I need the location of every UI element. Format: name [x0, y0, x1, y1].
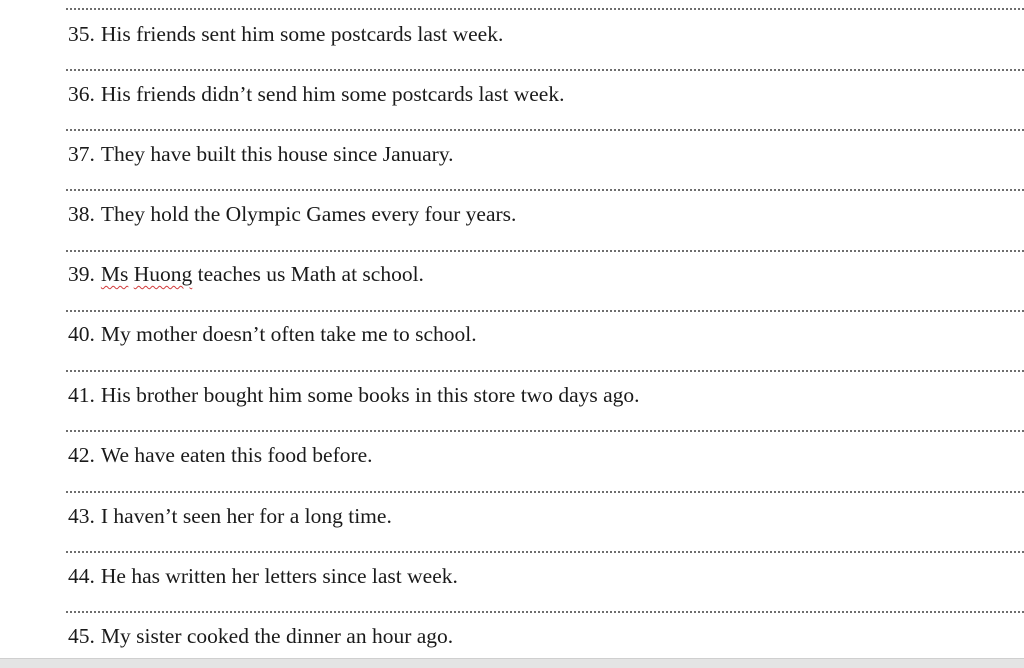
answer-line	[66, 310, 1024, 312]
exercise-item-43	[68, 501, 392, 531]
item-number: 37.	[68, 142, 95, 166]
item-sentence: We have eaten this food before.	[100, 443, 373, 467]
item-number: 44.	[68, 564, 95, 588]
spellcheck-flagged-word[interactable]: Ms	[100, 262, 129, 286]
exercise-item-38	[68, 199, 516, 229]
exercise-item-39	[68, 259, 424, 289]
item-number: 35.	[68, 22, 95, 46]
answer-line	[66, 611, 1024, 613]
item-number: 42.	[68, 443, 95, 467]
item-sentence: His friends sent him some postcards last week.	[100, 22, 504, 46]
item-sentence: His friends didn’t send him some postcards last week.	[100, 82, 565, 106]
exercise-item-40	[68, 319, 477, 349]
item-number: 45.	[68, 624, 95, 648]
exercise-item-45	[68, 621, 453, 651]
exercise-item-36	[68, 79, 564, 109]
item-sentence: They have built this house since January.	[100, 142, 454, 166]
item-sentence: His brother bought him some books in this store two days ago.	[100, 383, 640, 407]
item-number: 43.	[68, 504, 95, 528]
answer-line	[66, 8, 1024, 10]
exercise-item-37	[68, 139, 454, 169]
item-sentence: They hold the Olympic Games every four years.	[100, 202, 517, 226]
item-sentence: teaches us Math at school.	[192, 262, 424, 286]
answer-line	[66, 370, 1024, 372]
item-sentence: I haven’t seen her for a long time.	[100, 504, 392, 528]
item-sentence: My mother doesn’t often take me to school.	[100, 322, 477, 346]
exercise-item-44	[68, 561, 458, 591]
item-number: 39.	[68, 262, 95, 286]
spellcheck-flagged-word[interactable]: Huong	[133, 262, 193, 286]
exercise-item-41	[68, 380, 640, 410]
item-number: 38.	[68, 202, 95, 226]
answer-line	[66, 430, 1024, 432]
answer-line	[66, 250, 1024, 252]
exercise-item-42	[68, 440, 373, 470]
item-number: 40.	[68, 322, 95, 346]
answer-line	[66, 491, 1024, 493]
answer-line	[66, 551, 1024, 553]
exercise-item-35	[68, 19, 503, 49]
item-sentence: My sister cooked the dinner an hour ago.	[100, 624, 454, 648]
item-number: 36.	[68, 82, 95, 106]
item-sentence: He has written her letters since last week.	[100, 564, 458, 588]
answer-line	[66, 189, 1024, 191]
answer-line	[66, 69, 1024, 71]
answer-line	[66, 129, 1024, 131]
item-number: 41.	[68, 383, 95, 407]
